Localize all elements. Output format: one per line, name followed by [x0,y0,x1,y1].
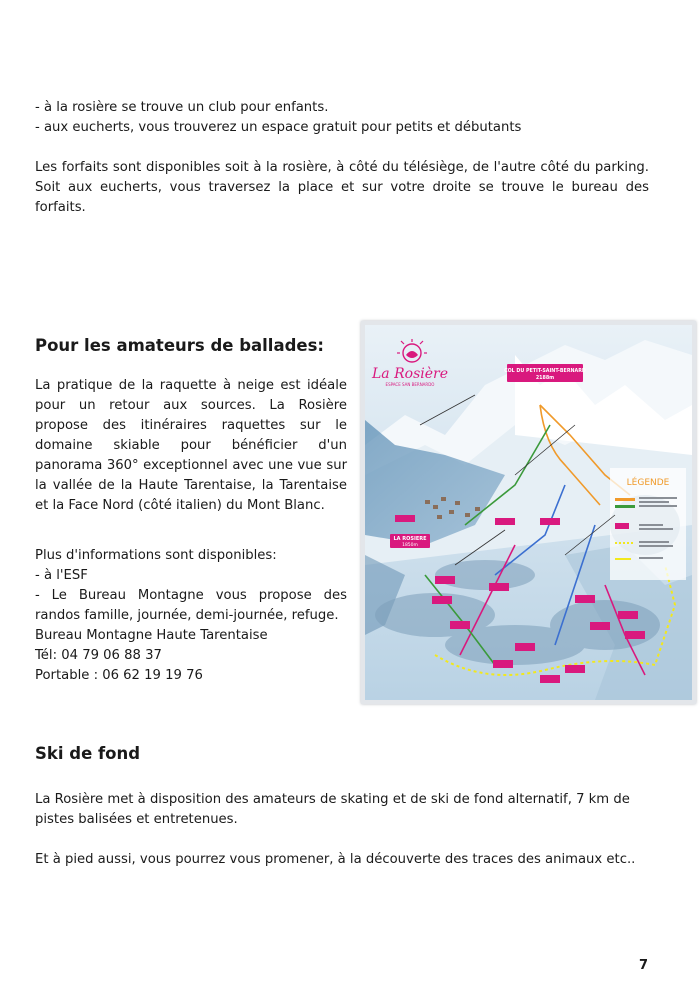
intro-text [35,98,647,138]
ballades-heading: Pour les amateurs de ballades: [35,336,325,355]
infos-block [35,546,347,686]
infos-line: - à l'ESF [35,568,88,583]
station-label: LA ROSIERE [393,536,427,542]
infos-line: Bureau Montagne Haute Tarentaise [35,628,268,643]
col-altitude: 2188m [535,376,555,381]
col-label: COL DU PETIT-SAINT-BERNARD [504,369,586,374]
infos-line: randos famille, journée, demi-journée, refuge. [35,608,339,623]
infos-phone: Tél: 04 79 06 88 37 [35,648,162,663]
pied-paragraph: Et à pied aussi, vous pourrez vous promener, à la découverte des traces des animaux etc.. [35,852,636,867]
intro-line: - aux eucherts, vous trouverez un espace gratuit pour petits et débutants [35,120,522,135]
page-number: 7 [638,958,648,973]
logo-subtitle: ESPACE SAN BERNARDO [385,382,435,387]
map-legend [610,468,686,580]
infos-line: Plus d'informations sont disponibles: [35,548,277,563]
infos-mobile: Portable : 06 62 19 19 76 [35,668,203,683]
logo-title: La Rosière [372,366,448,382]
ski-area-map [361,321,696,704]
ski-de-fond-paragraph: La Rosière met à disposition des amateurs de skating et de ski de fond alternatif, 7 km de pistes balisées et entretenues. [35,792,630,827]
infos-line: - Le Bureau Montagne vous propose des [35,588,347,603]
intro-line: - à la rosière se trouve un club pour enfants. [35,100,329,115]
station-altitude: 1850m [402,543,418,548]
legend-title: LÉGENDE [626,478,670,488]
raquette-paragraph: La pratique de la raquette à neige est idéale pour un retour aux sources. La Rosière propose des itinéraires raquettes sur le domaine skiable pour bénéficier d'un panorama 360° exceptionnel avec une vue sur la vallée de la Haute Tarentaise, la Tarentaise et la Face Nord (côté italien) du Mont Blanc. [35,378,347,513]
ski-de-fond-heading: Ski de fond [35,744,141,763]
forfaits-paragraph: Les forfaits sont disponibles soit à la rosière, à côté du télésiège, de l'autre côté du parking. Soit aux eucherts, vous traversez la place et sur votre droite se trouve le bureau des forfaits. [35,160,649,215]
